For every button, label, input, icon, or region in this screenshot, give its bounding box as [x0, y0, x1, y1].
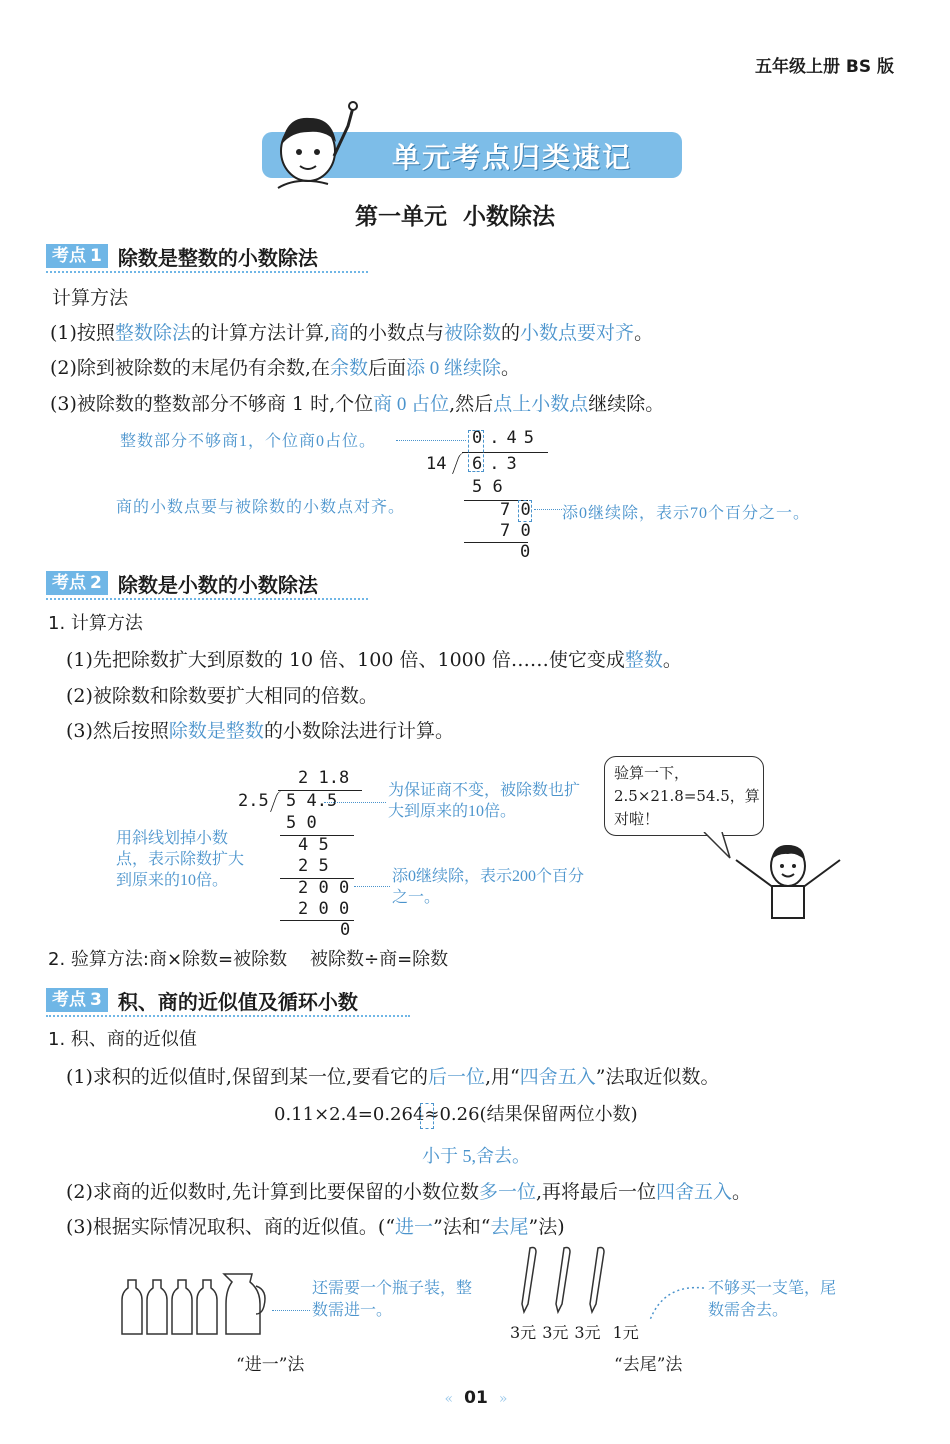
price-label: 3元 [542, 1323, 569, 1342]
dotted-arrow [324, 802, 386, 803]
prices-row [510, 1320, 639, 1343]
caption: “进一”法 [236, 1355, 305, 1375]
note: 商的小数点要与被除数的小数点对齐。 [116, 499, 406, 516]
boy-cheering-icon [728, 836, 848, 920]
kaodian-2-heading [46, 570, 318, 596]
remainder-line: 2 0 0 [298, 899, 350, 919]
price-label: 1元 [612, 1323, 639, 1342]
kaodian-1-heading [46, 243, 318, 269]
divisor: 2.5 [238, 791, 269, 811]
quotient: 0.45 [472, 428, 541, 448]
k3-item-1: (1)求积的近似值时,保留到某一位,要看它的后一位,用“四舍五入”法取近似数。 [66, 1066, 720, 1088]
note: 不够买一支笔，尾数需舍去。 [708, 1280, 837, 1319]
k2-item-1: (1)先把除数扩大到原数的 10 倍、100 倍、1000 倍……使它变成整数。 [66, 649, 682, 671]
remainder-line: 7 0 [500, 500, 531, 520]
remainder-line: 2 5 [298, 856, 329, 876]
note: 添0继续除，表示200个百分之一。 [392, 868, 585, 906]
remainder-line: 4 5 [298, 835, 329, 855]
k1-item-2: (2)除到被除数的末尾仍有余数,在余数后面添 0 继续除。 [50, 357, 521, 379]
kaodian-title: 除数是小数的小数除法 [117, 572, 318, 597]
dividend: 5 4.5 [286, 791, 338, 811]
remainder-line: 2 0 0 [298, 878, 350, 898]
note: 添0继续除，表示70个百分之一。 [562, 505, 811, 522]
rule-line [464, 542, 528, 543]
dividend: 6.3 [472, 454, 524, 474]
k2-item-2: (2)被除数和除数要扩大相同的倍数。 [66, 685, 378, 707]
chevron-left-icon: « [444, 1391, 454, 1407]
price-label: 3元 [510, 1323, 537, 1342]
k3-item-2: (2)求商的近似数时,先计算到比要保留的小数位数多一位,再将最后一位四舍五入。 [66, 1181, 752, 1203]
method-label: 1. 计算方法 [48, 613, 143, 634]
digit-box [420, 1103, 434, 1129]
bubble-text: 验算一下，2.5×21.8=54.5，算对啦！ [614, 764, 760, 828]
price-label: 3元 [574, 1323, 601, 1342]
heading-underline [46, 598, 368, 600]
unit-title: 第一单元 小数除法 [355, 204, 556, 230]
zero-box [518, 500, 532, 522]
remainder-line: 0 [520, 542, 531, 562]
dotted-arrow [272, 1310, 310, 1311]
k1-item-3: (3)被除数的整数部分不够商 1 时,个位商 0 占位,然后点上小数点继续除。 [50, 393, 665, 415]
note: 整数部分不够商1，个位商0占位。 [120, 433, 377, 450]
division-bracket [270, 790, 287, 812]
zero-box [468, 430, 484, 472]
chevron-right-icon: » [498, 1391, 508, 1407]
quotient: 2 1.8 [298, 768, 350, 788]
division-1 [420, 428, 550, 563]
division-bracket [452, 452, 469, 474]
formula: 0.11×2.4=0.264≈0.26(结果保留两位小数) [274, 1104, 638, 1125]
dotted-arrow [396, 440, 466, 441]
method-label: 计算方法 [52, 287, 129, 309]
kaodian-3-heading [46, 987, 358, 1013]
remainder-line: 0 [340, 920, 351, 940]
dotted-arrow-icon [644, 1284, 706, 1324]
pens-icon [512, 1244, 622, 1318]
remainder-line: 5 6 [472, 477, 503, 497]
dotted-arrow [534, 509, 562, 510]
banner-title: 单元考点归类速记 [392, 141, 633, 174]
note: 用斜线划掉小数点，表示除数扩大到原来的10倍。 [116, 830, 245, 889]
k3-item-3: (3)根据实际情况取积、商的近似值。(“进一”法和“去尾”法) [66, 1216, 565, 1238]
formula-note: 小于 5,舍去。 [422, 1146, 530, 1166]
boy-mascot-icon [268, 96, 368, 192]
page-number: 01 [464, 1388, 488, 1408]
note: 为保证商不变，被除数也扩大到原来的10倍。 [388, 782, 581, 820]
heading-underline [46, 271, 368, 273]
note: 还需要一个瓶子装，整数需进一。 [312, 1280, 473, 1319]
kaodian-tag: 考点 1 [46, 244, 108, 268]
dotted-arrow [354, 886, 390, 887]
heading-underline [46, 1015, 410, 1017]
bottles-icon [120, 1270, 270, 1340]
kaodian-tag: 考点 3 [46, 988, 108, 1012]
remainder-line: 5 0 [286, 813, 317, 833]
caption: “去尾”法 [614, 1355, 683, 1375]
check-method: 2. 验算方法:商×除数=被除数 被除数÷商=除数 [48, 949, 449, 970]
kaodian-tag: 考点 2 [46, 571, 108, 595]
k2-item-3: (3)然后按照除数是整数的小数除法进行计算。 [66, 720, 454, 742]
remainder-line: 7 0 [500, 521, 531, 541]
k1-item-1: (1)按照整数除法的计算方法计算,商的小数点与被除数的小数点要对齐。 [50, 322, 654, 344]
kaodian-title: 积、商的近似值及循环小数 [117, 989, 358, 1014]
subheading: 1. 积、商的近似值 [48, 1029, 197, 1050]
page-number-area [436, 1388, 516, 1408]
grade-label: 五年级上册 BS 版 [754, 57, 894, 77]
kaodian-title: 除数是整数的小数除法 [117, 245, 318, 270]
divisor: 14 [426, 454, 447, 474]
